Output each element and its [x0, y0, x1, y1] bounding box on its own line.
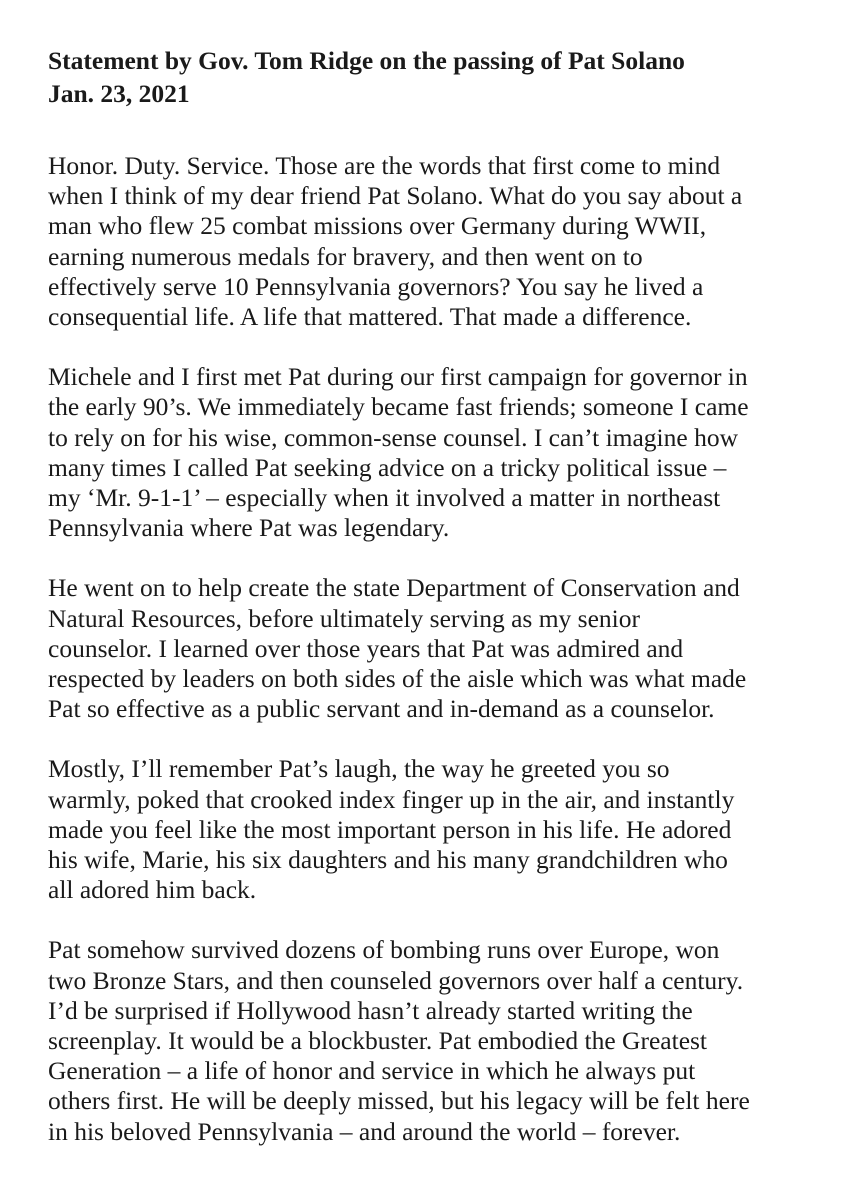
body-paragraph-2 [48, 362, 848, 543]
title-heading: Statement by Gov. Tom Ridge on the passing of Pat Solano [48, 46, 685, 75]
paragraph-line: screenplay. It would be a blockbuster. Pat embodied the Greatest [48, 1026, 708, 1056]
paragraph-line: his wife, Marie, his six daughters and his many grandchildren who [48, 845, 728, 875]
paragraph-line: respected by leaders on both sides of the aisle which was what made [48, 664, 747, 694]
paragraph-line: Mostly, I’ll remember Pat’s laugh, the way he greeted you so [48, 754, 670, 784]
paragraph-line: effectively serve 10 Pennsylvania governors? You say he lived a [48, 271, 704, 301]
paragraph-line: Pat so effective as a public servant and in-demand as a counselor. [48, 694, 715, 724]
body-paragraph-1 [48, 151, 848, 332]
paragraph-line: man who flew 25 combat missions over Germany during WWII, [48, 211, 707, 241]
body-paragraph-5 [48, 935, 848, 1146]
paragraph-line: others first. He will be deeply missed, but his legacy will be felt here [48, 1086, 750, 1116]
paragraph-line: Honor. Duty. Service. Those are the words that first come to mind [48, 151, 721, 180]
paragraph-line: my ‘Mr. 9-1-1’ – especially when it involved a matter in northeast [48, 483, 721, 513]
paragraph-line: in his beloved Pennsylvania – and around the world – forever. [48, 1116, 681, 1146]
paragraph-line: to rely on for his wise, common-sense counsel. I can’t imagine how [48, 422, 738, 452]
paragraph-line: many times I called Pat seeking advice on a tricky political issue – [48, 452, 727, 482]
paragraph-line: Michele and I first met Pat during our first campaign for governor in [48, 362, 748, 392]
statement-date: Jan. 23, 2021 [48, 79, 190, 108]
paragraph-line: warmly, poked that crooked index finger up in the air, and instantly [48, 784, 735, 814]
paragraph-line: He went on to help create the state Department of Conservation and [48, 573, 740, 603]
statement-document [48, 44, 848, 1147]
paragraph-line: counselor. I learned over those years that Pat was admired and [48, 633, 684, 663]
paragraph-line: two Bronze Stars, and then counseled governors over half a century. [48, 965, 744, 995]
paragraph-line: Pat somehow survived dozens of bombing runs over Europe, won [48, 935, 720, 965]
paragraph-line: when I think of my dear friend Pat Solano. What do you say about a [48, 181, 743, 211]
paragraph-line: all adored him back. [48, 875, 257, 905]
paragraph-line: consequential life. A life that mattered. That made a difference. [48, 302, 692, 332]
paragraph-line: Natural Resources, before ultimately serving as my senior [48, 603, 640, 633]
body-paragraph-4 [48, 754, 848, 905]
body-paragraph-3 [48, 573, 848, 724]
paragraph-line: Pennsylvania where Pat was legendary. [48, 513, 450, 543]
paragraph-line: made you feel like the most important person in his life. He adored [48, 814, 732, 844]
paragraph-line: the early 90’s. We immediately became fast friends; someone I came [48, 392, 749, 422]
paragraph-line: earning numerous medals for bravery, and then went on to [48, 241, 643, 271]
statement-title [48, 44, 848, 110]
paragraph-line: Generation – a life of honor and service in which he always put [48, 1056, 696, 1086]
paragraph-line: I’d be surprised if Hollywood hasn’t already started writing the [48, 995, 693, 1025]
statement-body [48, 151, 848, 1147]
